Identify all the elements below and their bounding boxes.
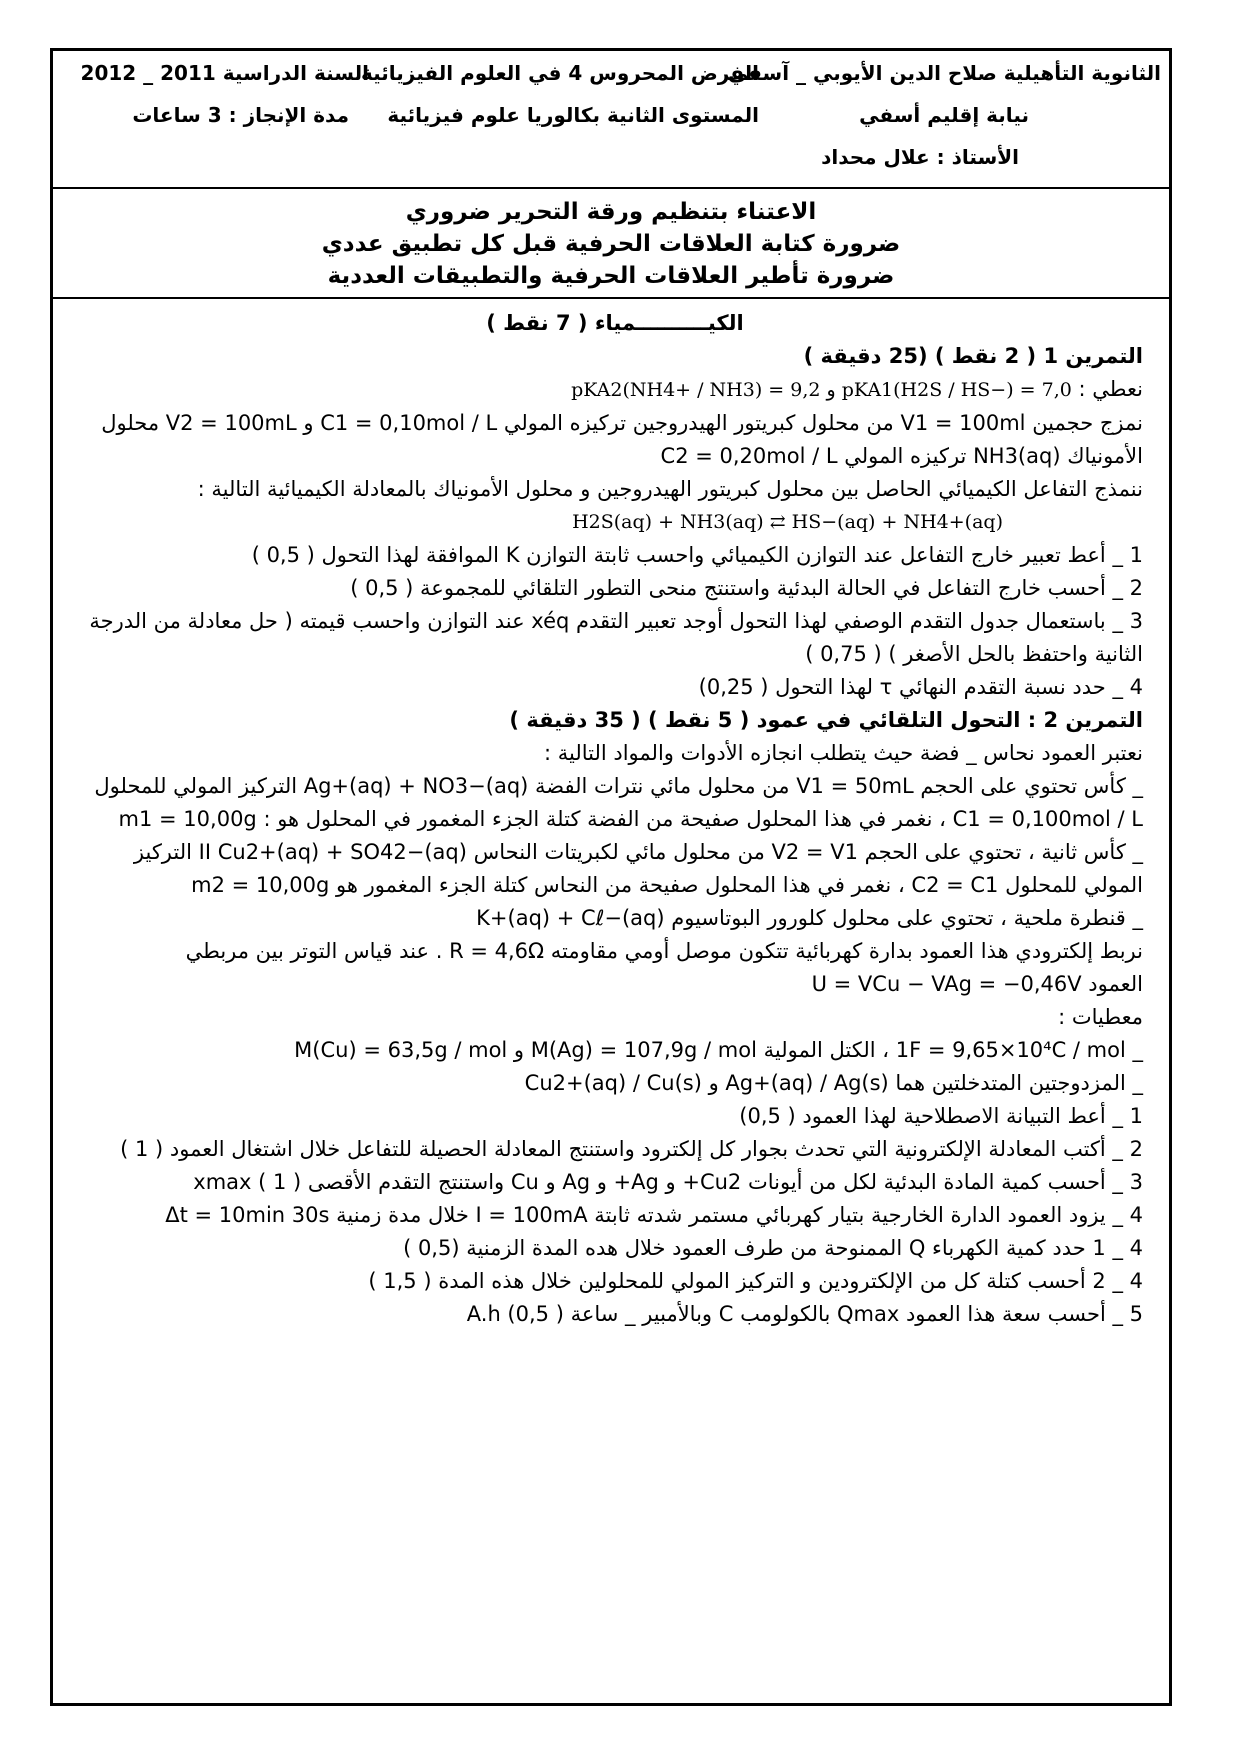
material-3: _ قنطرة ملحية ، تحتوي على محلول كلورور البوتاسيوم K+(aq) + Cℓ−(aq)	[476, 906, 1143, 930]
notice-2: ضرورة كتابة العلاقات الحرفية قبل كل تطبيق عددي	[321, 231, 901, 257]
data-couples: _ المزدوجتين المتدخلتين هما Ag+(aq) / Ag(s) و Cu2+(aq) / Cu(s)	[524, 1071, 1143, 1095]
ex2-question-4-1: 4 _ 1 حدد كمية الكهرباء Q الممنوحة من طرف العمود خلال هده المدة الزمنية (0,5 )	[403, 1236, 1143, 1260]
ex2-question-4-2: 4 _ 2 أحسب كتلة كل من الإلكترودين و التركيز المولي للمحلولين خلال هذه المدة ( 1,5 )	[368, 1269, 1143, 1293]
directorate: نيابة إقليم أسفي	[859, 103, 1029, 127]
data-constants: _ 1F = 9,65×10⁴C / mol ، الكتل المولية M(Ag) = 107,9g / mol و M(Cu) = 63,5g / mol	[294, 1038, 1143, 1062]
material-1-line-2: C1 = 0,100mol / L ، نغمر في هذا المحلول صفيحة من الفضة كتلة الجزء المغمور في المحلول هو : m1 = 10,00g	[118, 807, 1143, 831]
school-name: الثانوية التأهيلية صلاح الدين الأيوبي _ آسفي	[727, 61, 1161, 85]
material-1-line-1: _ كأس تحتوي على الحجم V1 = 50mL من محلول مائي نترات الفضة Ag+(aq) + NO3−(aq) التركيز المولي للمحلول	[94, 774, 1143, 798]
ex1-question-4: 4 _ حدد نسبة التقدم النهائي τ لهذا التحول ( 0,25)	[698, 675, 1143, 699]
givens-line	[87, 373, 1143, 407]
ex2-intro: نعتبر العمود نحاس _ فضة حيث يتطلب انجازه الأدوات والمواد التالية :	[543, 741, 1143, 765]
mix-line-1: نمزج حجمين V1 = 100ml من محلول كبريتور الهيدروجين تركيزه المولي C1 = 0,10mol / L و V2 = 100mL محلول	[101, 411, 1143, 435]
notice-divider	[53, 297, 1169, 299]
givens-values: pKA2(NH4+ / NH3) = 9,2 و pKA1(H2S / HS−) = 7,0	[571, 379, 1072, 401]
data-label: معطيات :	[1058, 1005, 1143, 1029]
exam-page	[50, 48, 1172, 1706]
ex2-question-1: 1 _ أعط التبيانة الاصطلاحية لهذا العمود ( 0,5)	[739, 1104, 1143, 1128]
ex2-question-5: 5 _ أحسب سعة هذا العمود Qmax بالكولومب C وبالأمبير _ ساعة A.h (0,5 )	[466, 1302, 1143, 1326]
material-2-line-1: _ كأس ثانية ، تحتوي على الحجم V2 = V1 من محلول مائي لكبريتات النحاس II Cu2+(aq) + SO42−(aq) التركيز	[133, 840, 1143, 864]
ex2-question-4: 4 _ يزود العمود الدارة الخارجية بتيار كهربائي مستمر شدته ثابتة I = 100mA خلال مدة زمنية Δt = 10min 30s	[165, 1203, 1143, 1227]
ex2-question-3: 3 _ أحسب كمية المادة البدئية لكل من أيونات Cu2+ و Ag+ و Ag و Cu واستنتج التقدم الأقصى xmax ( 1 )	[193, 1170, 1143, 1194]
exam-title: الفرض المحروس 4 في العلوم الفيزيائية	[360, 61, 759, 85]
notice-3: ضرورة تأطير العلاقات الحرفية والتطبيقات العددية	[327, 263, 895, 289]
model-line: ننمذج التفاعل الكيميائي الحاصل بين محلول كبريتور الهيدروجين و محلول الأمونياك بالمعادلة الكيميائية التالية :	[197, 477, 1143, 501]
givens-label: نعطي :	[1078, 377, 1143, 401]
mix-line-2: الأمونياك NH3(aq) تركيزه المولي C2 = 0,20mol / L	[660, 444, 1143, 468]
reaction-equation: H2S(aq) + NH3(aq) ⇄ HS−(aq) + NH4+(aq)	[572, 511, 1003, 533]
ex1-question-3: 3 _ باستعمال جدول التقدم الوصفي لهذا التحول أوجد تعبير التقدم xéq عند التوازن واحسب قيمته ( حل معادلة من الدرجة الثانية واحتفظ بالحل الأصغر ) ( 0,75 )	[89, 609, 1143, 666]
class-level: المستوى الثانية بكالوريا علوم فيزيائية	[387, 103, 759, 127]
ex1-question-2: 2 _ أحسب خارج التفاعل في الحالة البدئية واستنتج منحى التطور التلقائي للمجموعة ( 0,5 )	[350, 576, 1143, 600]
teacher-name: الأستاذ : علال محداد	[821, 145, 1019, 169]
exercise-1-title: التمرين 1 ( 2 نقط ) (25 دقيقة )	[803, 344, 1143, 368]
header-divider	[53, 187, 1169, 189]
material-2-line-2: المولي للمحلول C2 = C1 ، نغمر في هذا المحلول صفيحة من النحاس كتلة الجزء المغمور هو m2 = 10,00g	[191, 873, 1143, 897]
school-year: السنة الدراسية 2011 _ 2012	[80, 61, 369, 85]
circuit-line-2: العمود U = VCu − VAg = −0,46V	[811, 972, 1143, 996]
notice-1: الاعتناء بتنظيم ورقة التحرير ضروري	[405, 199, 817, 225]
exercise-2-title: التمرين 2 : التحول التلقائي في عمود ( 5 نقط ) ( 35 دقيقة )	[509, 708, 1143, 732]
ex1-question-1: 1 _ أعط تعبير خارج التفاعل عند التوازن الكيميائي واحسب ثابتة التوازن K الموافقة لهذا التحول ( 0,5 )	[251, 543, 1143, 567]
chemistry-title: الكيــــــــــمياء ( 7 نقط )	[486, 311, 744, 335]
ex2-question-2: 2 _ أكتب المعادلة الإلكترونية التي تحدث بجوار كل إلكترود واستنتج المعادلة الحصيلة للتفاعل خلال اشتغال العمود ( 1 )	[120, 1137, 1143, 1161]
exam-body	[87, 307, 1143, 1331]
circuit-line-1: نربط إلكترودي هذا العمود بدارة كهربائية تتكون موصل أومي مقاومته R = 4,6Ω . عند قياس التوتر بين مربطي	[185, 939, 1143, 963]
exam-duration: مدة الإنجاز : 3 ساعات	[132, 103, 349, 127]
